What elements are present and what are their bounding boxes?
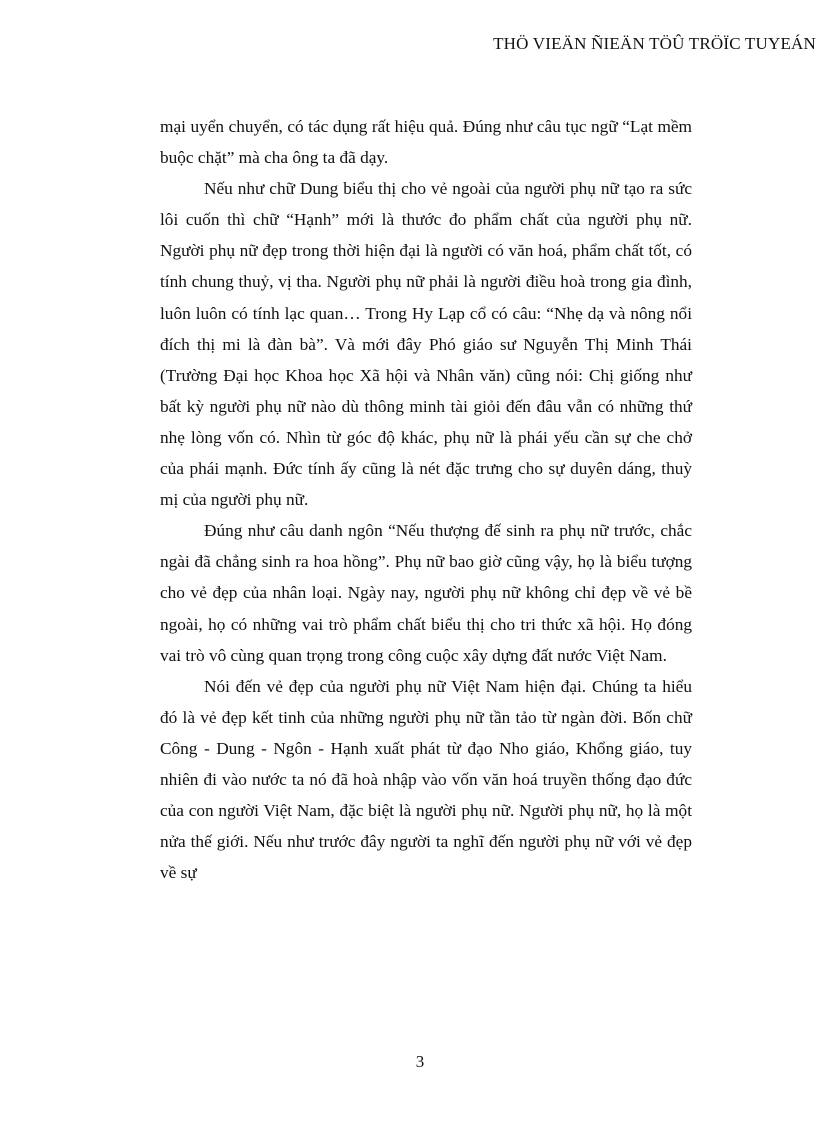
page-header-title: THÖ VIEÄN ÑIEÄN TÖÛ TRÖÏC TUYEÁN (493, 34, 816, 53)
page-number: 3 (415, 1052, 425, 1071)
paragraph-2: Nếu như chữ Dung biểu thị cho vẻ ngoài của người phụ nữ tạo ra sức lôi cuốn thì chữ “Hạnh” mới là thước đo phẩm chất của người phụ nữ. Người phụ nữ đẹp trong thời hiện đại là người có văn hoá, phẩm chất tốt, có tính chung thuỷ, vị tha. Người phụ nữ phải là người điều hoà trong gia đình, luôn luôn có tính lạc quan… Trong Hy Lạp cổ có câu: “Nhẹ dạ và nông nổi đích thị mi là đàn bà”. Và mới đây Phó giáo sư Nguyễn Thị Minh Thái (Trường Đại học Khoa học Xã hội và Nhân văn) cũng nói: Chị giống như bất kỳ người phụ nữ nào dù thông minh tài giỏi đến đâu vẫn có những thứ nhẹ lòng vốn có. Nhìn từ góc độ khác, phụ nữ là phái yếu cần sự che chở của phái mạnh. Đức tính ấy cũng là nét đặc trưng cho sự duyên dáng, thuỳ mị của người phụ nữ. (160, 179, 692, 510)
paragraph-4: Nói đến vẻ đẹp của người phụ nữ Việt Nam hiện đại. Chúng ta hiểu đó là vẻ đẹp kết tinh của những người phụ nữ tần tảo từ ngàn đời. Bốn chữ Công - Dung - Ngôn - Hạnh xuất phát từ đạo Nho giáo, Khổng giáo, tuy nhiên đi vào nước ta nó đã hoà nhập vào vốn văn hoá truyền thống đạo đức của con người Việt Nam, đặc biệt là người phụ nữ. Người phụ nữ, họ là một nửa thế giới. Nếu như trước đây người ta nghĩ đến người phụ nữ với vẻ đẹp về sự (160, 676, 692, 883)
paragraph-1: mại uyển chuyển, có tác dụng rất hiệu quả. Đúng như câu tục ngữ “Lạt mềm buộc chặt” mà cha ông ta đã dạy. (160, 117, 692, 168)
paragraph-3: Đúng như câu danh ngôn “Nếu thượng đế sinh ra phụ nữ trước, chắc ngài đã chẳng sinh ra hoa hồng”. Phụ nữ bao giờ cũng vậy, họ là biểu tượng cho vẻ đẹp của nhân loại. Ngày nay, người phụ nữ không chỉ đẹp về vẻ bề ngoài, họ có những vai trò phẩm chất biểu thị cho tri thức xã hội. Họ đóng vai trò vô cùng quan trọng trong công cuộc xây dựng đất nước Việt Nam. (160, 521, 692, 665)
document-body (160, 111, 692, 888)
